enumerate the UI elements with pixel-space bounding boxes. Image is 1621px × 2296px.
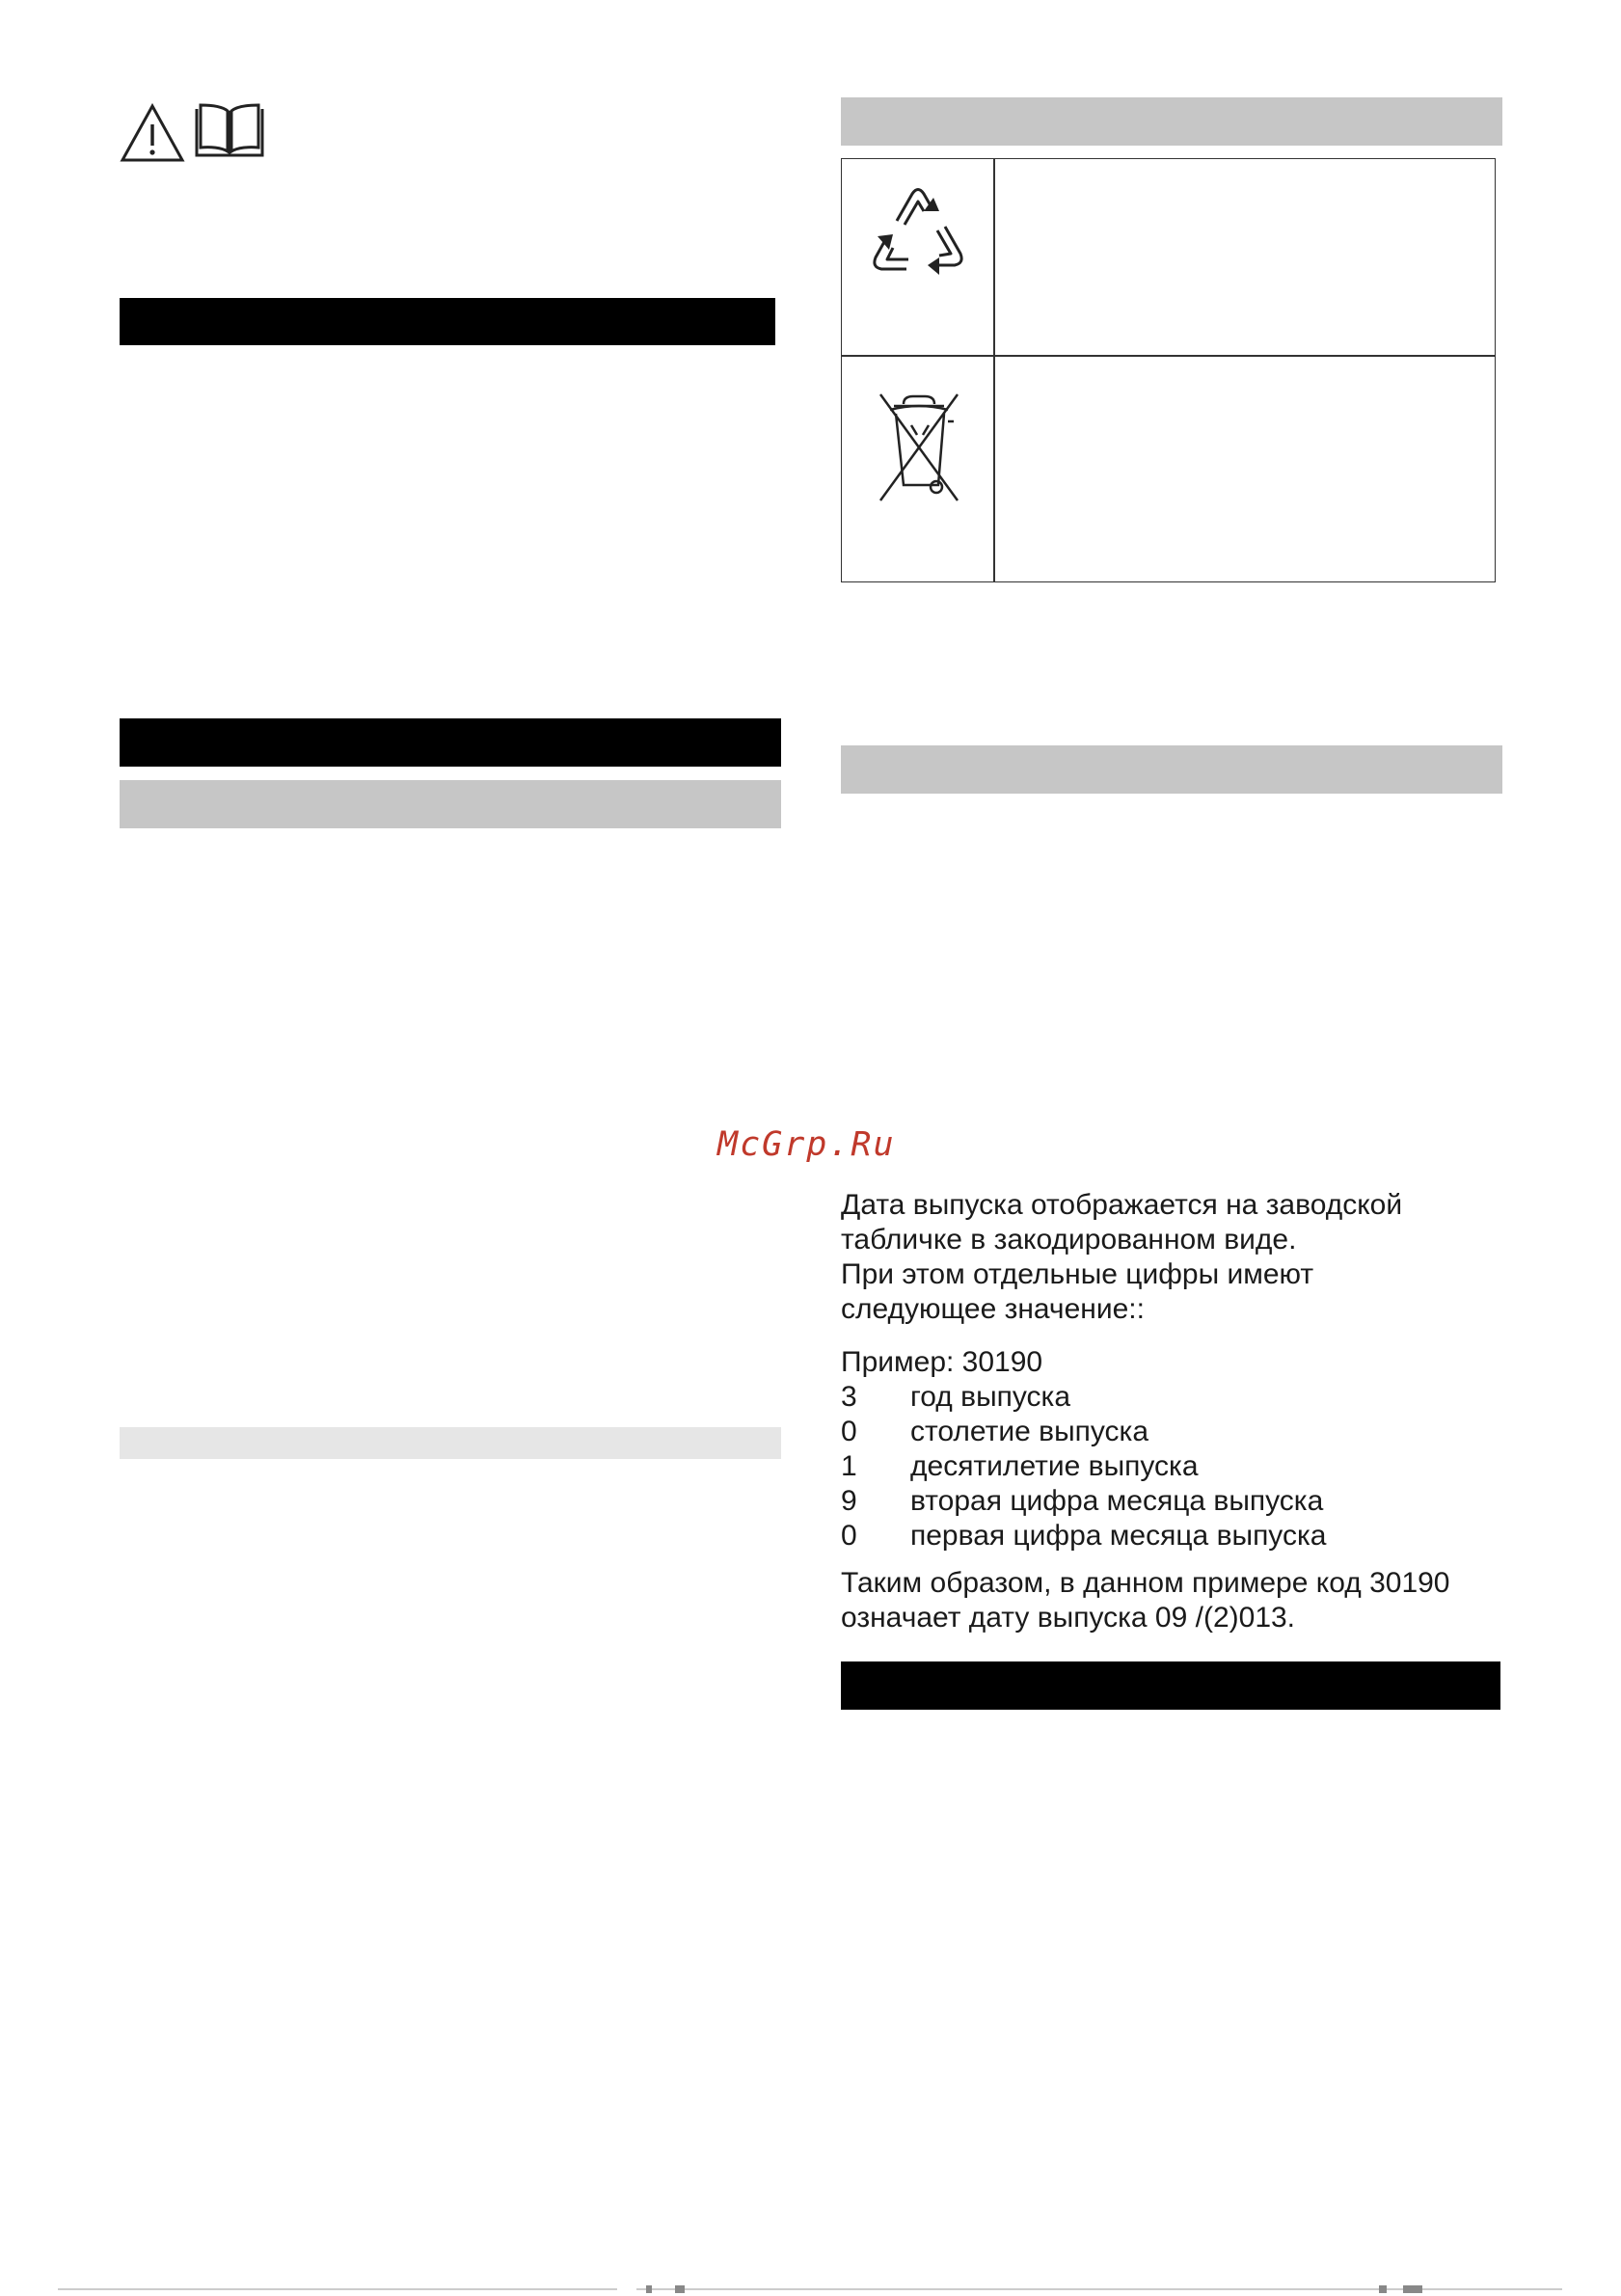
summary-line: означает дату выпуска 09 /(2)013.	[841, 1602, 1296, 1634]
paragraph-line: следующее значение::	[841, 1293, 1145, 1325]
code-row	[841, 1449, 1516, 1484]
code-example	[841, 1345, 1516, 1553]
table-column-divider	[993, 159, 995, 581]
subsection-heading-bar	[841, 97, 1502, 146]
warning-triangle-icon	[120, 103, 185, 163]
paragraph-line: Дата выпуска отображается на заводской	[841, 1189, 1403, 1221]
recycle-icon	[868, 182, 968, 284]
code-digit: 0	[841, 1416, 857, 1447]
code-row	[841, 1484, 1516, 1519]
disposal-info-table	[841, 158, 1496, 582]
code-meaning: вторая цифра месяца выпуска	[910, 1485, 1324, 1517]
code-row	[841, 1380, 1516, 1415]
code-digit: 1	[841, 1450, 857, 1482]
section-heading-bar	[120, 718, 781, 767]
subsection-heading-bar-light	[120, 1427, 781, 1459]
section-heading-bar	[120, 298, 775, 345]
code-row	[841, 1415, 1516, 1449]
watermark: McGrp.Ru	[717, 1125, 896, 1164]
date-explanation-paragraph	[841, 1188, 1516, 1327]
print-footer-marks	[0, 2283, 1621, 2296]
code-digit: 0	[841, 1520, 857, 1552]
table-row-divider	[842, 355, 1495, 357]
code-summary	[841, 1566, 1535, 1635]
code-row	[841, 1519, 1516, 1553]
code-digit: 9	[841, 1485, 857, 1517]
open-book-icon	[193, 103, 266, 161]
code-meaning: десятилетие выпуска	[910, 1450, 1199, 1482]
example-label: Пример: 30190	[841, 1346, 1043, 1378]
code-meaning: первая цифра месяца выпуска	[910, 1520, 1327, 1552]
subsection-heading-bar	[120, 780, 781, 828]
paragraph-line: табличке в закодированном виде.	[841, 1224, 1297, 1256]
paragraph-line: При этом отдельные цифры имеют	[841, 1258, 1314, 1290]
summary-line: Таким образом, в данном примере код 30190	[841, 1567, 1450, 1599]
section-heading-bar	[841, 1661, 1500, 1710]
code-digit: 3	[841, 1381, 857, 1413]
code-meaning: год выпуска	[910, 1381, 1071, 1413]
subsection-heading-bar	[841, 745, 1502, 794]
crossed-out-bin-icon	[875, 392, 963, 508]
code-meaning: столетие выпуска	[910, 1416, 1149, 1447]
